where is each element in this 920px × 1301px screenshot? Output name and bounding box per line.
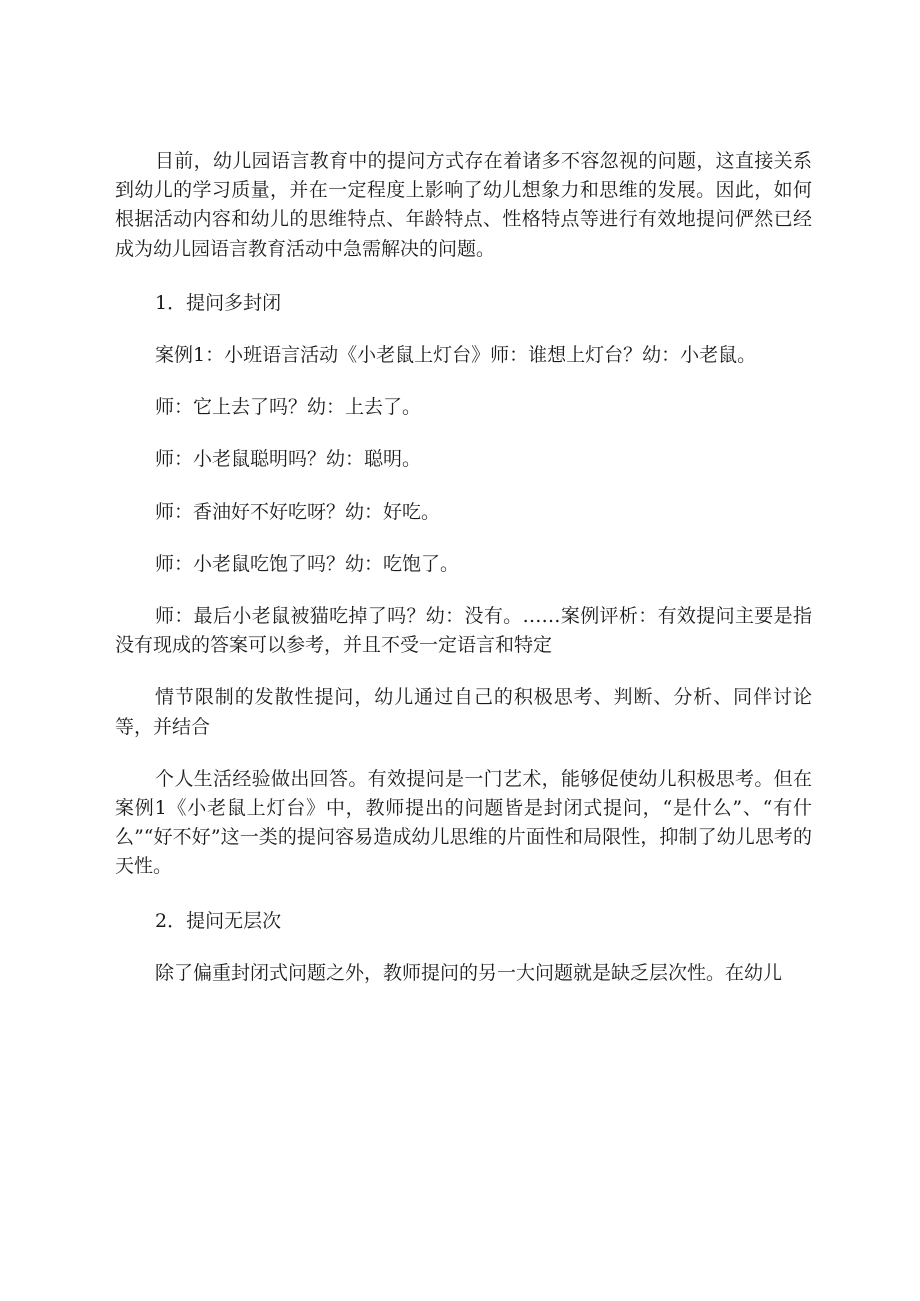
intro-paragraph: 目前，幼儿园语言教育中的提问方式存在着诸多不容忽视的问题，这直接关系到幼儿的学习质量，并在一定程度上影响了幼儿想象力和思维的发展。因此，如何根据活动内容和幼儿的思维特点、年龄特点、性格特点等进行有效地提问俨然已经成为幼儿园语言教育活动中急需解决的问题。 [115,150,812,260]
section-heading-2: 2．提问无层次 [155,909,282,932]
paragraph-fragment-2: 个人生活经验做出回答。有效提问是一门艺术，能够促使幼儿积极思考。但在案例1《小老鼠上灯台》中，教师提出的问题皆是封闭式提问，“是什么”、“有什么”“好不好”这一类的提问容易造成幼儿思维的片面性和局限性，抑制了幼儿思考的天性。 [115,767,812,878]
case1-dialogue-line-3: 师：小老鼠聪明吗？幼：聪明。 [155,448,422,471]
section-heading-1: 1．提问多封闭 [155,291,282,314]
case1-dialogue-line-2: 师：它上去了吗？幼：上去了。 [155,396,422,419]
case1-dialogue-line-6: 师：最后小老鼠被猫吃掉了吗？幼：没有。……案例评析：有效提问主要是指没有现成的答案可以参考，并且不受一定语言和特定 [115,605,812,657]
case1-dialogue-line-5: 师：小老鼠吃饱了吗？幼：吃饱了。 [155,552,460,575]
case1-dialogue-line-4: 师：香油好不好吃呀？幼：好吃。 [155,500,441,523]
case1-dialogue-line-1: 案例1：小班语言活动《小老鼠上灯台》师：谁想上灯台？幼：小老鼠。 [155,344,757,367]
section2-paragraph: 除了偏重封闭式问题之外，教师提问的另一大问题就是缺乏层次性。在幼儿 [155,961,783,984]
paragraph-fragment-1: 情节限制的发散性提问，幼儿通过自己的积极思考、判断、分析、同伴讨论等，并结合 [115,686,812,738]
